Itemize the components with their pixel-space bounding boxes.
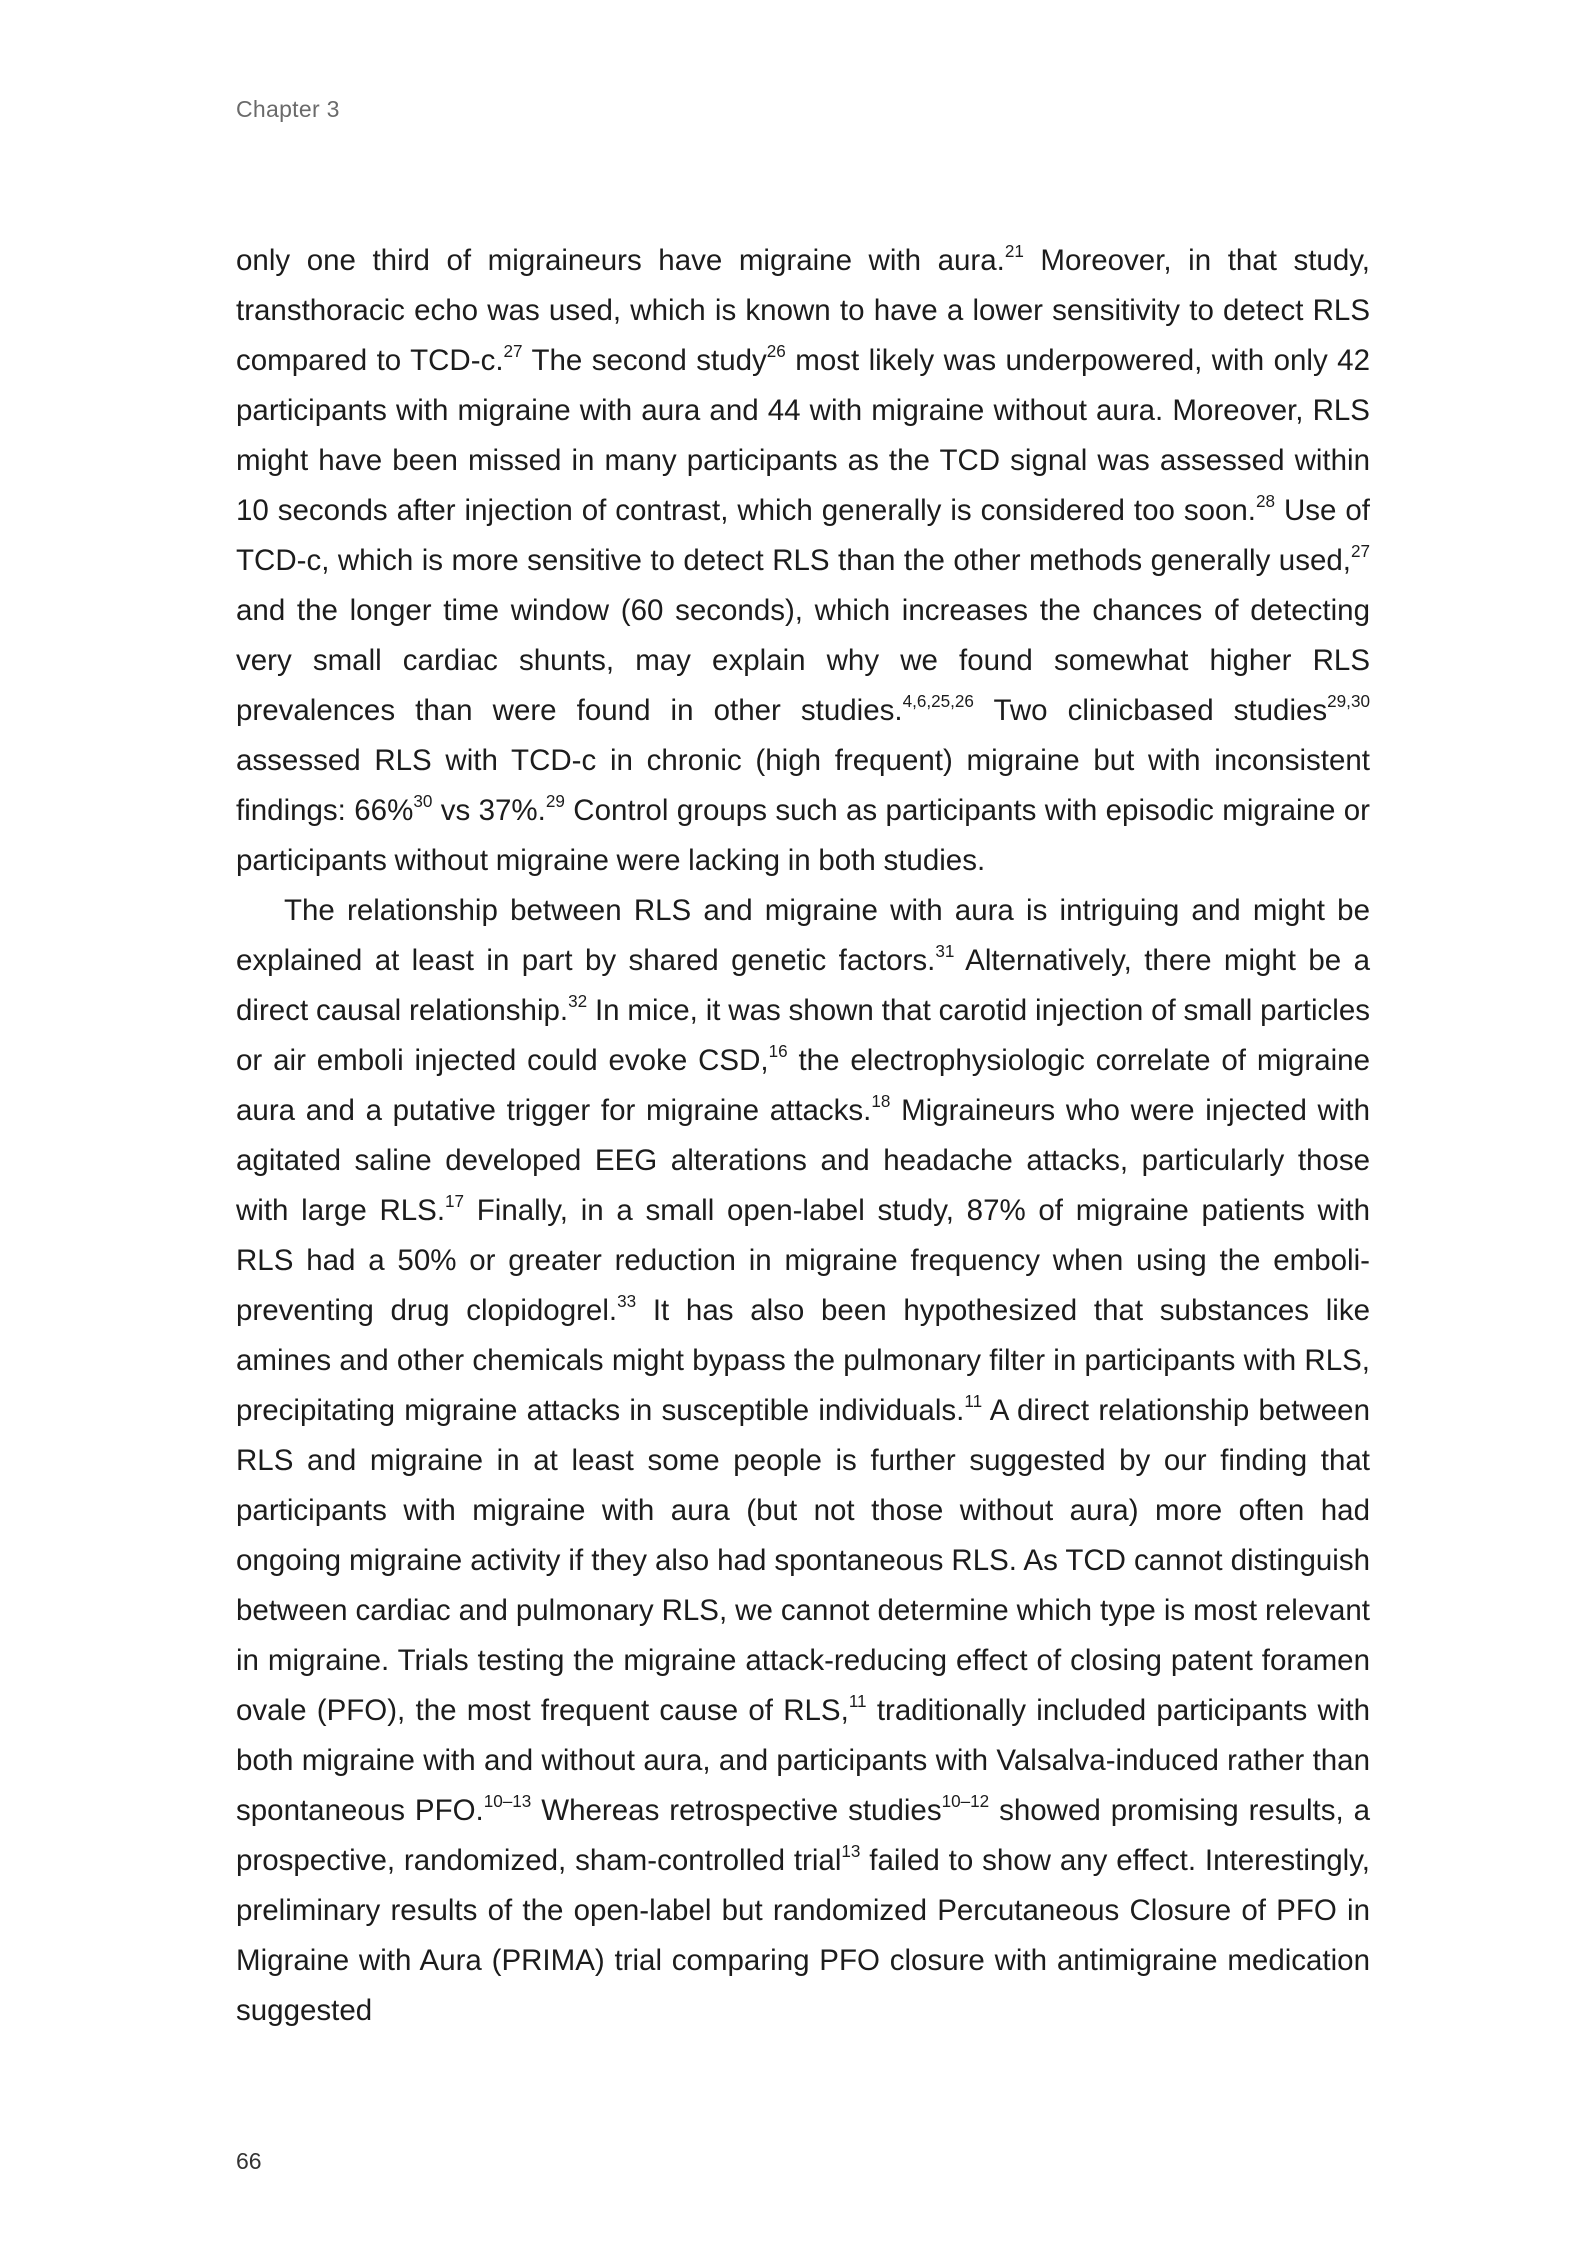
paragraph <box>236 886 1370 2036</box>
text-run: In mice, it was shown that carotid injection of small particles or air emboli injected could evoke CSD, <box>236 994 1370 1077</box>
paragraph <box>236 236 1370 886</box>
text-run: Migraineurs who were injected with agitated saline developed EEG alterations and headache attacks, particularly those with large RLS. <box>236 1094 1370 1227</box>
text-run: Moreover, in that study, transthoracic echo was used, which is known to have a lower sensitivity to detect RLS compared to TCD-c. <box>236 244 1370 377</box>
body-text <box>236 236 1370 2036</box>
text-run: A direct relationship between RLS and migraine in at least some people is further suggested by our finding that participants with migraine with aura (but not those without aura) more often had ongoing migraine activity if they also had spontaneous RLS. As TCD cannot distinguish between cardiac and pulmonary RLS, we cannot determine which type is most relevant in migraine. Trials testing the migraine attack-reducing effect of closing patent foramen ovale (PFO), the most frequent cause of RLS, <box>236 1394 1370 1727</box>
citation-marker: 4,6,25,26 <box>902 692 974 712</box>
citation-marker: 10–12 <box>941 1792 990 1812</box>
text-run: The second study <box>522 344 767 377</box>
citation-marker: 29,30 <box>1327 692 1370 712</box>
citation-marker: 33 <box>617 1292 637 1312</box>
running-head: Chapter 3 <box>236 96 340 122</box>
citation-marker: 28 <box>1256 492 1276 512</box>
text-run: The relationship between RLS and migraine with aura is intriguing and might be explained at least in part by shared genetic factors. <box>236 894 1370 977</box>
citation-marker: 13 <box>841 1842 861 1862</box>
text-run: the electrophysiologic correlate of migraine aura and a putative trigger for migraine attacks. <box>236 1044 1370 1127</box>
citation-marker: 27 <box>503 342 523 362</box>
text-run: failed to show any effect. Interestingly, preliminary results of the open-label but randomized Percutaneous Closure of PFO in Migraine with Aura (PRIMA) trial comparing PFO closure with antimigraine medication suggested <box>236 1844 1370 2027</box>
text-run: assessed RLS with TCD-c in chronic (high frequent) migraine but with inconsistent findings: 66% <box>236 744 1370 827</box>
citation-marker: 32 <box>568 992 588 1012</box>
text-run: only one third of migraineurs have migraine with aura. <box>236 244 1005 277</box>
citation-marker: 11 <box>848 1692 867 1712</box>
page-number: 66 <box>236 2148 262 2174</box>
citation-marker: 30 <box>413 792 433 812</box>
text-run: Alternatively, there might be a direct causal relationship. <box>236 944 1371 1027</box>
text-run: Control groups such as participants with episodic migraine or participants without migraine were lacking in both studies. <box>236 794 1370 877</box>
citation-marker: 10–13 <box>483 1792 532 1812</box>
citation-marker: 11 <box>964 1392 983 1412</box>
citation-marker: 18 <box>871 1092 891 1112</box>
citation-marker: 16 <box>768 1042 788 1062</box>
text-run: It has also been hypothesized that substances like amines and other chemicals might bypass the pulmonary filter in participants with RLS, precipitating migraine attacks in susceptible individuals. <box>236 1294 1370 1427</box>
citation-marker: 31 <box>935 942 955 962</box>
text-run: showed promising results, a prospective, randomized, sham-controlled trial <box>236 1794 1371 1877</box>
text-run: Whereas retrospective studies <box>531 1794 942 1827</box>
citation-marker: 29 <box>545 792 565 812</box>
citation-marker: 26 <box>766 342 786 362</box>
text-run: vs 37%. <box>432 794 546 827</box>
text-run: Finally, in a small open-label study, 87% of migraine patients with RLS had a 50% or greater reduction in migraine frequency when using the emboli-preventing drug clopidogrel. <box>236 1194 1370 1327</box>
citation-marker: 17 <box>445 1192 465 1212</box>
text-run: and the longer time window (60 seconds), which increases the chances of detecting very small cardiac shunts, may explain why we found somewhat higher RLS prevalences than were found in other studies. <box>236 594 1370 727</box>
text-run: Use of TCD-c, which is more sensitive to detect RLS than the other methods generally used, <box>236 494 1370 577</box>
citation-marker: 21 <box>1004 242 1024 262</box>
text-run: traditionally included participants with both migraine with and without aura, and participants with Valsalva-induced rather than spontaneous PFO. <box>236 1694 1370 1827</box>
citation-marker: 27 <box>1350 542 1370 562</box>
text-run: Two clinicbased studies <box>973 694 1328 727</box>
text-run: most likely was underpowered, with only 42 participants with migraine with aura and 44 with migraine without aura. Moreover, RLS might have been missed in many participants as the TCD signal was assessed within 10 seconds after injection of contrast, which generally is considered too soon. <box>236 344 1370 527</box>
